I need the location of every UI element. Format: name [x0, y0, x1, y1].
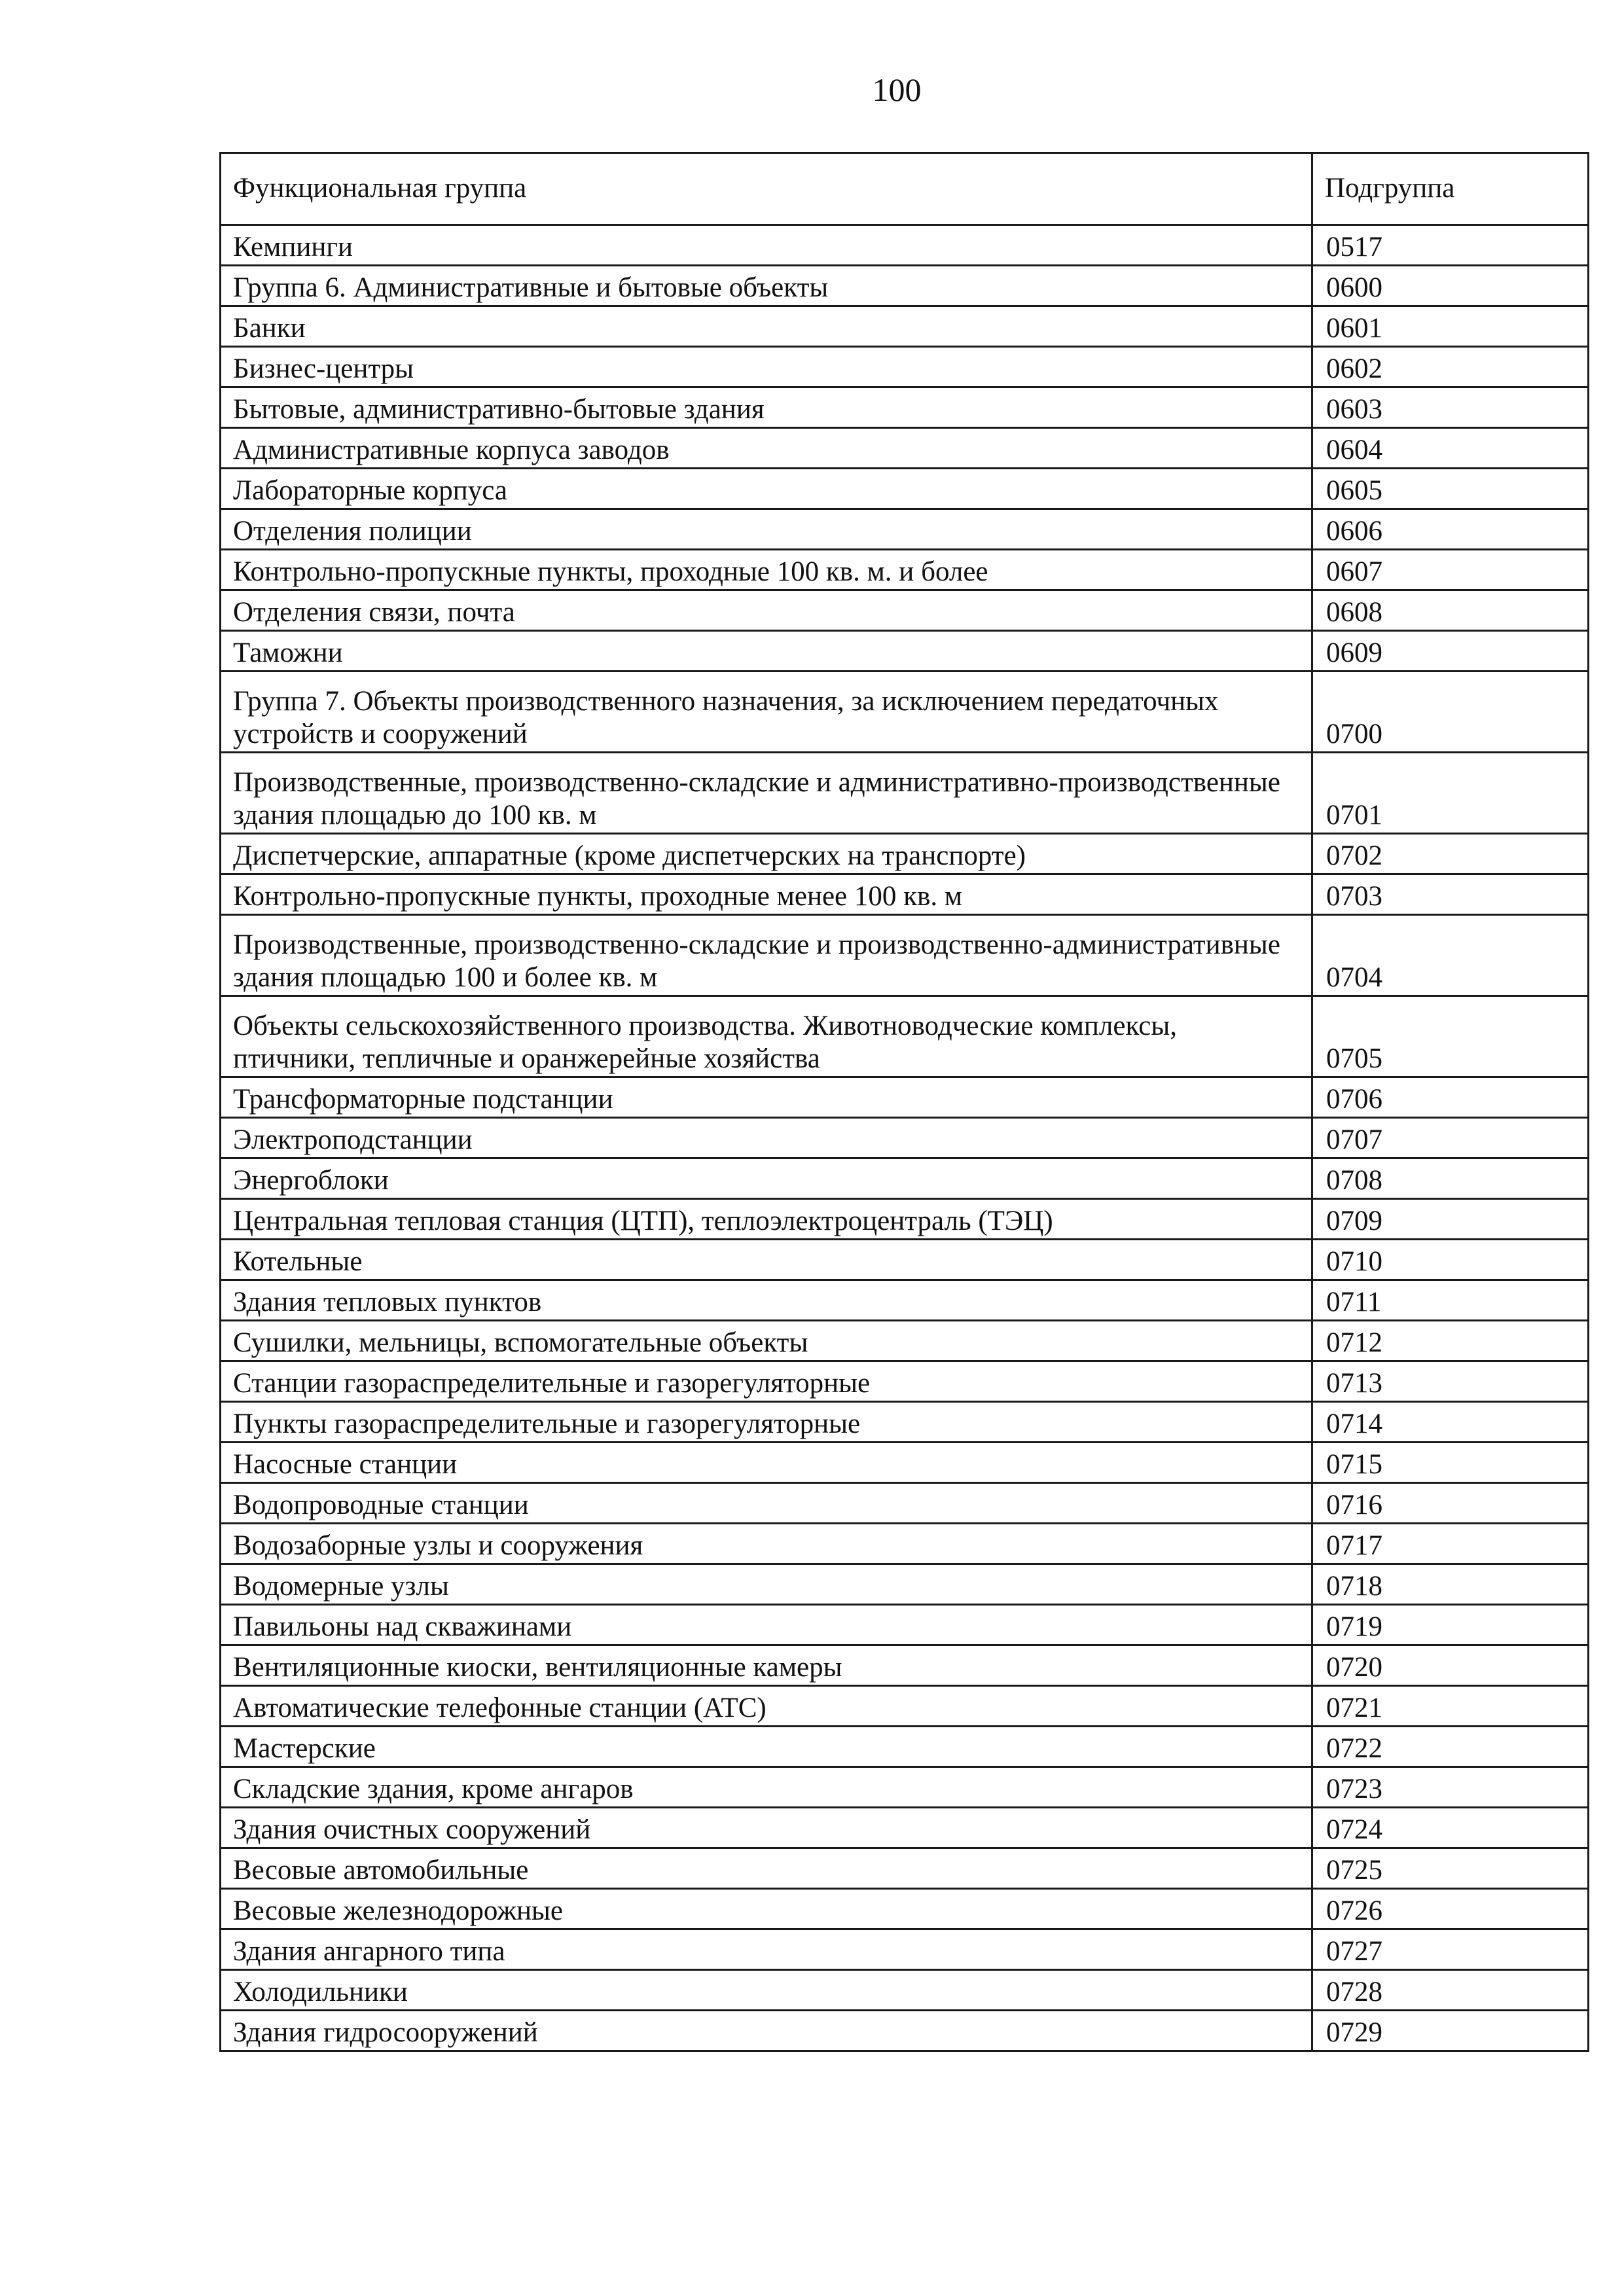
table-row	[221, 631, 1589, 672]
subgroup-code-cell: 0600	[1312, 266, 1589, 306]
subgroup-code-cell: 0720	[1312, 1645, 1589, 1686]
table-row	[221, 1605, 1589, 1645]
subgroup-code-cell: 0603	[1312, 387, 1589, 428]
functional-group-cell: Таможни	[221, 631, 1312, 672]
table-row	[221, 1280, 1589, 1321]
subgroup-code-cell: 0709	[1312, 1199, 1589, 1240]
subgroup-code-cell: 0723	[1312, 1767, 1589, 1808]
functional-group-cell: Здания ангарного типа	[221, 1929, 1312, 1970]
subgroup-code-cell: 0713	[1312, 1361, 1589, 1402]
subgroup-code-cell: 0602	[1312, 347, 1589, 387]
subgroup-code-cell: 0701	[1312, 753, 1589, 834]
table-row	[221, 1767, 1589, 1808]
subgroup-code-cell: 0718	[1312, 1564, 1589, 1605]
functional-group-cell: Кемпинги	[221, 225, 1312, 266]
table-row	[221, 1077, 1589, 1118]
subgroup-code-cell: 0706	[1312, 1077, 1589, 1118]
table-row	[221, 1848, 1589, 1889]
subgroup-code-cell: 0609	[1312, 631, 1589, 672]
functional-group-cell: Пункты газораспределительные и газорегуляторные	[221, 1402, 1312, 1443]
table-row	[221, 469, 1589, 509]
subgroup-code-cell: 0704	[1312, 915, 1589, 996]
functional-group-cell: Здания тепловых пунктов	[221, 1280, 1312, 1321]
table-row	[221, 1118, 1589, 1158]
subgroup-code-cell: 0700	[1312, 672, 1589, 753]
functional-group-cell: Бытовые, административно-бытовые здания	[221, 387, 1312, 428]
functional-group-cell: Сушилки, мельницы, вспомогательные объекты	[221, 1321, 1312, 1361]
functional-group-cell: Бизнес-центры	[221, 347, 1312, 387]
table-row	[221, 1929, 1589, 1970]
functional-group-cell: Центральная тепловая станция (ЦТП), теплоэлектроцентраль (ТЭЦ)	[221, 1199, 1312, 1240]
functional-group-cell: Станции газораспределительные и газорегуляторные	[221, 1361, 1312, 1402]
table-row	[221, 1443, 1589, 1483]
subgroup-code-cell: 0605	[1312, 469, 1589, 509]
table-row	[221, 1645, 1589, 1686]
subgroup-code-cell: 0727	[1312, 1929, 1589, 1970]
subgroup-code-cell: 0716	[1312, 1483, 1589, 1524]
subgroup-code-cell: 0702	[1312, 834, 1589, 874]
subgroup-code-cell: 0606	[1312, 509, 1589, 550]
functional-group-cell: Весовые автомобильные	[221, 1848, 1312, 1889]
subgroup-code-cell: 0724	[1312, 1808, 1589, 1848]
functional-group-cell: Мастерские	[221, 1727, 1312, 1767]
subgroup-code-cell: 0729	[1312, 2011, 1589, 2051]
table-row	[221, 834, 1589, 874]
table-row	[221, 1483, 1589, 1524]
subgroup-code-cell: 0714	[1312, 1402, 1589, 1443]
subgroup-code-cell: 0711	[1312, 1280, 1589, 1321]
functional-group-cell: Водозаборные узлы и сооружения	[221, 1524, 1312, 1564]
table-row	[221, 1321, 1589, 1361]
table-row	[221, 1808, 1589, 1848]
functional-group-cell: Группа 7. Объекты производственного назначения, за исключением передаточных устройств и сооружений	[221, 672, 1312, 753]
functional-group-cell: Автоматические телефонные станции (АТС)	[221, 1686, 1312, 1727]
table-row	[221, 266, 1589, 306]
functional-group-cell: Отделения полиции	[221, 509, 1312, 550]
classification-table	[219, 152, 1589, 2052]
functional-group-cell: Контрольно-пропускные пункты, проходные 100 кв. м. и более	[221, 550, 1312, 590]
table-row	[221, 753, 1589, 834]
table-row	[221, 996, 1589, 1077]
page-number: 100	[872, 71, 922, 108]
subgroup-code-cell: 0715	[1312, 1443, 1589, 1483]
table-row	[221, 1240, 1589, 1280]
subgroup-code-cell: 0607	[1312, 550, 1589, 590]
table-row	[221, 387, 1589, 428]
functional-group-cell: Отделения связи, почта	[221, 590, 1312, 631]
functional-group-cell: Производственные, производственно-складские и административно-производственные здания площадью до 100 кв. м	[221, 753, 1312, 834]
functional-group-cell: Лабораторные корпуса	[221, 469, 1312, 509]
table-row	[221, 672, 1589, 753]
table-row	[221, 1402, 1589, 1443]
functional-group-cell: Насосные станции	[221, 1443, 1312, 1483]
functional-group-cell: Котельные	[221, 1240, 1312, 1280]
functional-group-cell: Складские здания, кроме ангаров	[221, 1767, 1312, 1808]
table-row	[221, 225, 1589, 266]
subgroup-code-cell: 0719	[1312, 1605, 1589, 1645]
functional-group-cell: Павильоны над скважинами	[221, 1605, 1312, 1645]
functional-group-cell: Административные корпуса заводов	[221, 428, 1312, 469]
table-row	[221, 428, 1589, 469]
functional-group-cell: Контрольно-пропускные пункты, проходные менее 100 кв. м	[221, 874, 1312, 915]
table-row	[221, 1727, 1589, 1767]
subgroup-code-cell: 0703	[1312, 874, 1589, 915]
functional-group-cell: Диспетчерские, аппаратные (кроме диспетчерских на транспорте)	[221, 834, 1312, 874]
subgroup-code-cell: 0608	[1312, 590, 1589, 631]
table-row	[221, 1361, 1589, 1402]
table-row	[221, 1199, 1589, 1240]
functional-group-cell: Объекты сельскохозяйственного производства. Животноводческие комплексы, птичники, тепличные и оранжерейные хозяйства	[221, 996, 1312, 1077]
table-row	[221, 550, 1589, 590]
table-row	[221, 1158, 1589, 1199]
functional-group-cell: Энергоблоки	[221, 1158, 1312, 1199]
table-row	[221, 2011, 1589, 2051]
functional-group-cell: Здания очистных сооружений	[221, 1808, 1312, 1848]
table-row	[221, 590, 1589, 631]
functional-group-cell: Весовые железнодорожные	[221, 1889, 1312, 1929]
subgroup-code-cell: 0710	[1312, 1240, 1589, 1280]
subgroup-code-cell: 0712	[1312, 1321, 1589, 1361]
table-row	[221, 509, 1589, 550]
header-functional-group: Функциональная группа	[221, 153, 1312, 225]
header-subgroup: Подгруппа	[1312, 153, 1589, 225]
functional-group-cell: Банки	[221, 306, 1312, 347]
functional-group-cell: Производственные, производственно-складские и производственно-административные здания площадью 100 и более кв. м	[221, 915, 1312, 996]
subgroup-code-cell: 0601	[1312, 306, 1589, 347]
table-row	[221, 347, 1589, 387]
table-row	[221, 1686, 1589, 1727]
functional-group-cell: Водопроводные станции	[221, 1483, 1312, 1524]
table-row	[221, 1970, 1589, 2011]
table-row	[221, 874, 1589, 915]
table-row	[221, 1524, 1589, 1564]
functional-group-cell: Холодильники	[221, 1970, 1312, 2011]
subgroup-code-cell: 0721	[1312, 1686, 1589, 1727]
subgroup-code-cell: 0728	[1312, 1970, 1589, 2011]
functional-group-cell: Вентиляционные киоски, вентиляционные камеры	[221, 1645, 1312, 1686]
subgroup-code-cell: 0708	[1312, 1158, 1589, 1199]
table-header-row	[221, 153, 1589, 225]
table-row	[221, 306, 1589, 347]
table-row	[221, 1564, 1589, 1605]
subgroup-code-cell: 0705	[1312, 996, 1589, 1077]
table-row	[221, 1889, 1589, 1929]
functional-group-cell: Электроподстанции	[221, 1118, 1312, 1158]
subgroup-code-cell: 0517	[1312, 225, 1589, 266]
subgroup-code-cell: 0707	[1312, 1118, 1589, 1158]
functional-group-cell: Группа 6. Административные и бытовые объекты	[221, 266, 1312, 306]
subgroup-code-cell: 0604	[1312, 428, 1589, 469]
functional-group-cell: Трансформаторные подстанции	[221, 1077, 1312, 1118]
subgroup-code-cell: 0726	[1312, 1889, 1589, 1929]
functional-group-cell: Здания гидросооружений	[221, 2011, 1312, 2051]
subgroup-code-cell: 0725	[1312, 1848, 1589, 1889]
subgroup-code-cell: 0717	[1312, 1524, 1589, 1564]
table-row	[221, 915, 1589, 996]
subgroup-code-cell: 0722	[1312, 1727, 1589, 1767]
functional-group-cell: Водомерные узлы	[221, 1564, 1312, 1605]
